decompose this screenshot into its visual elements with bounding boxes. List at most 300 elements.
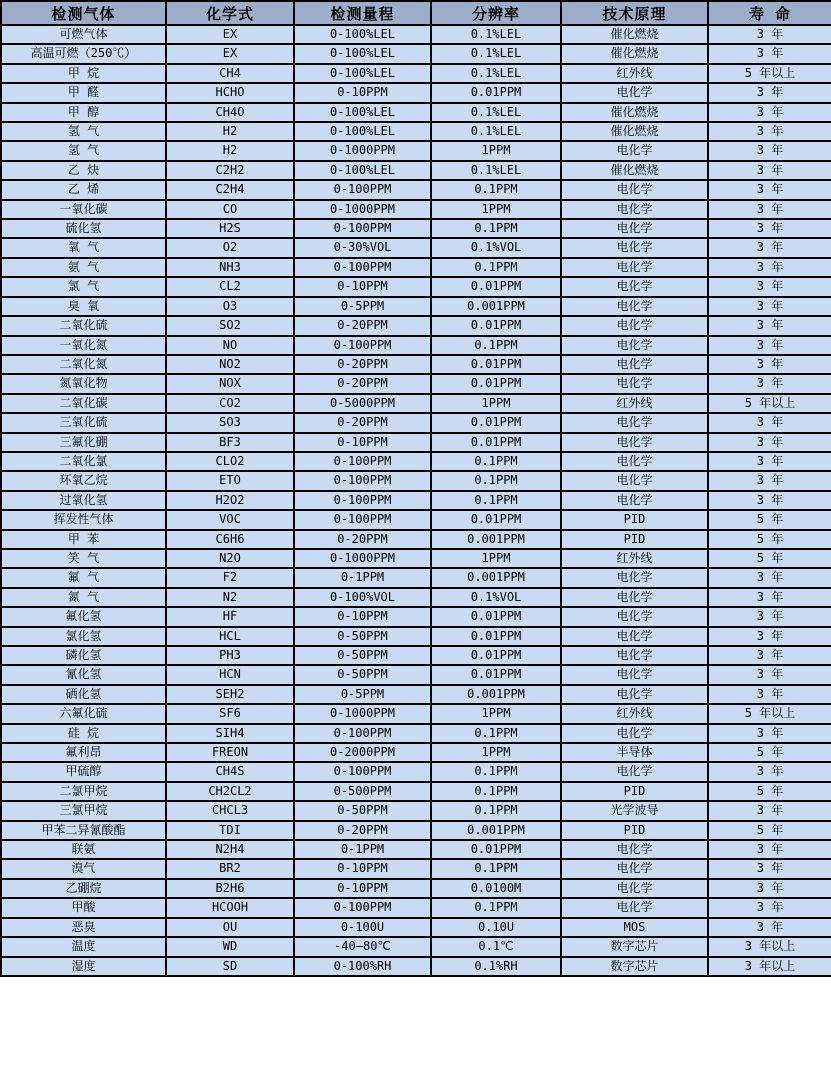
cell-lifespan: 3 年: [708, 355, 831, 374]
cell-gas: 温度: [1, 937, 166, 956]
cell-formula: OU: [166, 918, 294, 937]
cell-range: 0-5PPM: [294, 685, 431, 704]
cell-principle: MOS: [561, 918, 708, 937]
cell-lifespan: 3 年: [708, 297, 831, 316]
cell-range: 0-100%VOL: [294, 588, 431, 607]
cell-gas: 乙硼烷: [1, 879, 166, 898]
cell-formula: VOC: [166, 510, 294, 529]
cell-range: 0-100%LEL: [294, 103, 431, 122]
table-row: [1, 122, 831, 141]
cell-formula: SD: [166, 957, 294, 976]
table-row: [1, 568, 831, 587]
cell-range: 0-100PPM: [294, 724, 431, 743]
cell-principle: 电化学: [561, 374, 708, 393]
table-row: [1, 141, 831, 160]
cell-lifespan: 5 年: [708, 510, 831, 529]
cell-lifespan: 3 年: [708, 25, 831, 44]
cell-range: 0-1000PPM: [294, 141, 431, 160]
cell-principle: 电化学: [561, 724, 708, 743]
cell-formula: F2: [166, 568, 294, 587]
cell-gas: 硫化氢: [1, 219, 166, 238]
column-header-gas: 检测气体: [1, 1, 166, 25]
cell-range: 0-20PPM: [294, 374, 431, 393]
cell-formula: H2: [166, 141, 294, 160]
cell-formula: CH4O: [166, 103, 294, 122]
cell-lifespan: 5 年以上: [708, 394, 831, 413]
cell-resolution: 0.01PPM: [431, 627, 561, 646]
table-row: [1, 452, 831, 471]
table-row: [1, 724, 831, 743]
cell-gas: 氢 气: [1, 122, 166, 141]
cell-principle: PID: [561, 510, 708, 529]
cell-formula: BF3: [166, 433, 294, 452]
cell-resolution: 0.1%LEL: [431, 122, 561, 141]
cell-principle: 电化学: [561, 141, 708, 160]
cell-principle: 电化学: [561, 762, 708, 781]
cell-gas: 乙 烯: [1, 180, 166, 199]
cell-gas: 联氨: [1, 840, 166, 859]
cell-lifespan: 3 年: [708, 627, 831, 646]
cell-gas: 一氧化碳: [1, 200, 166, 219]
table-row: [1, 665, 831, 684]
cell-resolution: 0.1PPM: [431, 762, 561, 781]
cell-gas: 二氧化氮: [1, 355, 166, 374]
cell-principle: 电化学: [561, 879, 708, 898]
cell-range: 0-100PPM: [294, 258, 431, 277]
cell-lifespan: 3 年: [708, 859, 831, 878]
cell-formula: NH3: [166, 258, 294, 277]
cell-lifespan: 3 年: [708, 277, 831, 296]
cell-range: 0-5PPM: [294, 297, 431, 316]
cell-lifespan: 3 年: [708, 685, 831, 704]
cell-range: 0-20PPM: [294, 821, 431, 840]
cell-resolution: 0.1PPM: [431, 859, 561, 878]
cell-resolution: 0.0100M: [431, 879, 561, 898]
cell-range: 0-100PPM: [294, 219, 431, 238]
cell-resolution: 0.1PPM: [431, 452, 561, 471]
table-row: [1, 530, 831, 549]
cell-resolution: 0.1PPM: [431, 219, 561, 238]
table-row: [1, 549, 831, 568]
cell-principle: 电化学: [561, 665, 708, 684]
cell-lifespan: 3 年: [708, 879, 831, 898]
cell-gas: 磷化氢: [1, 646, 166, 665]
cell-lifespan: 3 年: [708, 665, 831, 684]
cell-resolution: 0.1PPM: [431, 491, 561, 510]
table-row: [1, 355, 831, 374]
cell-resolution: 0.01PPM: [431, 355, 561, 374]
table-row: [1, 336, 831, 355]
cell-formula: SEH2: [166, 685, 294, 704]
cell-resolution: 0.1%LEL: [431, 103, 561, 122]
cell-formula: N2O: [166, 549, 294, 568]
cell-lifespan: 5 年: [708, 782, 831, 801]
cell-lifespan: 3 年: [708, 413, 831, 432]
cell-gas: 氰化氢: [1, 665, 166, 684]
table-row: [1, 180, 831, 199]
table-row: [1, 510, 831, 529]
table-header: [1, 1, 831, 25]
cell-range: 0-10PPM: [294, 879, 431, 898]
cell-lifespan: 3 年: [708, 918, 831, 937]
cell-range: 0-20PPM: [294, 355, 431, 374]
cell-principle: 电化学: [561, 277, 708, 296]
cell-formula: HCL: [166, 627, 294, 646]
table-row: [1, 374, 831, 393]
table-row: [1, 588, 831, 607]
cell-resolution: 0.1PPM: [431, 801, 561, 820]
cell-resolution: 0.1PPM: [431, 898, 561, 917]
cell-resolution: 0.01PPM: [431, 665, 561, 684]
cell-principle: 红外线: [561, 704, 708, 723]
table-row: [1, 394, 831, 413]
cell-resolution: 0.1PPM: [431, 724, 561, 743]
cell-principle: 电化学: [561, 452, 708, 471]
cell-lifespan: 5 年: [708, 530, 831, 549]
cell-range: 0-50PPM: [294, 801, 431, 820]
cell-principle: 红外线: [561, 394, 708, 413]
table-row: [1, 801, 831, 820]
cell-lifespan: 3 年: [708, 646, 831, 665]
table-row: [1, 840, 831, 859]
cell-principle: 电化学: [561, 568, 708, 587]
cell-formula: NO2: [166, 355, 294, 374]
cell-formula: PH3: [166, 646, 294, 665]
cell-gas: 可燃气体: [1, 25, 166, 44]
cell-lifespan: 5 年以上: [708, 64, 831, 83]
cell-formula: CO: [166, 200, 294, 219]
cell-range: 0-1000PPM: [294, 704, 431, 723]
cell-gas: 氟化氢: [1, 607, 166, 626]
cell-lifespan: 3 年: [708, 83, 831, 102]
cell-principle: 催化燃烧: [561, 161, 708, 180]
cell-resolution: 0.01PPM: [431, 83, 561, 102]
cell-formula: SIH4: [166, 724, 294, 743]
cell-lifespan: 3 年: [708, 200, 831, 219]
cell-principle: 电化学: [561, 355, 708, 374]
cell-range: 0-100%LEL: [294, 161, 431, 180]
cell-range: 0-10PPM: [294, 433, 431, 452]
table-row: [1, 821, 831, 840]
cell-principle: 电化学: [561, 491, 708, 510]
cell-lifespan: 3 年: [708, 607, 831, 626]
cell-gas: 氧 气: [1, 238, 166, 257]
cell-gas: 甲硫醇: [1, 762, 166, 781]
cell-range: 0-2000PPM: [294, 743, 431, 762]
table-row: [1, 743, 831, 762]
table-row: [1, 782, 831, 801]
cell-principle: 电化学: [561, 859, 708, 878]
table-row: [1, 704, 831, 723]
cell-gas: 甲酸: [1, 898, 166, 917]
cell-resolution: 0.1%LEL: [431, 44, 561, 63]
cell-range: 0-100PPM: [294, 898, 431, 917]
cell-resolution: 0.1℃: [431, 937, 561, 956]
table-row: [1, 200, 831, 219]
cell-resolution: 0.01PPM: [431, 646, 561, 665]
cell-gas: 二氧化碳: [1, 394, 166, 413]
cell-range: 0-100PPM: [294, 471, 431, 490]
cell-resolution: 0.001PPM: [431, 568, 561, 587]
table-row: [1, 937, 831, 956]
cell-range: 0-10PPM: [294, 859, 431, 878]
cell-gas: 氢 气: [1, 141, 166, 160]
table-row: [1, 103, 831, 122]
cell-range: 0-100PPM: [294, 180, 431, 199]
cell-range: 0-100U: [294, 918, 431, 937]
cell-range: 0-30%VOL: [294, 238, 431, 257]
cell-resolution: 1PPM: [431, 743, 561, 762]
cell-formula: CO2: [166, 394, 294, 413]
cell-resolution: 0.1%VOL: [431, 238, 561, 257]
column-header-resolution: 分辨率: [431, 1, 561, 25]
table-row: [1, 646, 831, 665]
cell-lifespan: 3 年: [708, 471, 831, 490]
cell-gas: 过氧化氢: [1, 491, 166, 510]
column-header-principle: 技术原理: [561, 1, 708, 25]
table-row: [1, 918, 831, 937]
cell-range: 0-100PPM: [294, 762, 431, 781]
cell-formula: HCHO: [166, 83, 294, 102]
cell-resolution: 0.01PPM: [431, 374, 561, 393]
cell-range: 0-100PPM: [294, 491, 431, 510]
table-row: [1, 83, 831, 102]
cell-gas: 湿度: [1, 957, 166, 976]
cell-formula: N2: [166, 588, 294, 607]
cell-gas: 氟 气: [1, 568, 166, 587]
cell-principle: 红外线: [561, 64, 708, 83]
cell-principle: PID: [561, 821, 708, 840]
cell-range: 0-50PPM: [294, 665, 431, 684]
table-row: [1, 297, 831, 316]
cell-resolution: 0.1%LEL: [431, 25, 561, 44]
cell-principle: 电化学: [561, 200, 708, 219]
cell-resolution: 0.1%VOL: [431, 588, 561, 607]
cell-principle: 电化学: [561, 433, 708, 452]
cell-principle: 催化燃烧: [561, 122, 708, 141]
cell-gas: 氮氧化物: [1, 374, 166, 393]
cell-range: 0-5000PPM: [294, 394, 431, 413]
cell-lifespan: 5 年: [708, 549, 831, 568]
cell-lifespan: 3 年: [708, 103, 831, 122]
cell-formula: CL2: [166, 277, 294, 296]
table-row: [1, 859, 831, 878]
cell-resolution: 0.01PPM: [431, 277, 561, 296]
cell-resolution: 0.01PPM: [431, 413, 561, 432]
cell-resolution: 0.1PPM: [431, 258, 561, 277]
cell-formula: SO3: [166, 413, 294, 432]
cell-principle: 电化学: [561, 607, 708, 626]
cell-lifespan: 3 年以上: [708, 937, 831, 956]
cell-lifespan: 3 年: [708, 588, 831, 607]
cell-range: 0-1000PPM: [294, 200, 431, 219]
cell-lifespan: 3 年: [708, 44, 831, 63]
cell-gas: 六氟化硫: [1, 704, 166, 723]
table-row: [1, 64, 831, 83]
table-body: [1, 25, 831, 976]
cell-resolution: 0.001PPM: [431, 821, 561, 840]
cell-resolution: 0.001PPM: [431, 530, 561, 549]
cell-gas: 硒化氢: [1, 685, 166, 704]
cell-gas: 氮 气: [1, 588, 166, 607]
cell-principle: 电化学: [561, 898, 708, 917]
cell-resolution: 1PPM: [431, 200, 561, 219]
cell-formula: CLO2: [166, 452, 294, 471]
cell-gas: 二氯甲烷: [1, 782, 166, 801]
cell-formula: TDI: [166, 821, 294, 840]
cell-principle: PID: [561, 782, 708, 801]
cell-resolution: 0.1PPM: [431, 471, 561, 490]
cell-resolution: 0.1%LEL: [431, 161, 561, 180]
cell-principle: 电化学: [561, 336, 708, 355]
cell-lifespan: 3 年: [708, 374, 831, 393]
cell-range: 0-50PPM: [294, 646, 431, 665]
cell-principle: 半导体: [561, 743, 708, 762]
cell-gas: 乙 炔: [1, 161, 166, 180]
cell-lifespan: 5 年以上: [708, 704, 831, 723]
cell-formula: CH4S: [166, 762, 294, 781]
cell-formula: SF6: [166, 704, 294, 723]
table-row: [1, 762, 831, 781]
cell-gas: 恶臭: [1, 918, 166, 937]
cell-resolution: 0.10U: [431, 918, 561, 937]
cell-principle: 红外线: [561, 549, 708, 568]
cell-principle: 数字芯片: [561, 937, 708, 956]
cell-lifespan: 3 年: [708, 122, 831, 141]
cell-lifespan: 3 年: [708, 724, 831, 743]
cell-gas: 一氧化氮: [1, 336, 166, 355]
cell-formula: C6H6: [166, 530, 294, 549]
cell-range: 0-20PPM: [294, 413, 431, 432]
cell-gas: 甲 苯: [1, 530, 166, 549]
table-row: [1, 898, 831, 917]
cell-lifespan: 3 年: [708, 762, 831, 781]
cell-gas: 溴气: [1, 859, 166, 878]
cell-resolution: 1PPM: [431, 394, 561, 413]
cell-principle: 电化学: [561, 258, 708, 277]
cell-range: 0-50PPM: [294, 627, 431, 646]
cell-formula: H2O2: [166, 491, 294, 510]
cell-gas: 甲 烷: [1, 64, 166, 83]
cell-resolution: 1PPM: [431, 704, 561, 723]
cell-range: 0-1PPM: [294, 840, 431, 859]
cell-principle: 电化学: [561, 685, 708, 704]
cell-gas: 氟利昂: [1, 743, 166, 762]
cell-gas: 氯化氢: [1, 627, 166, 646]
cell-formula: C2H2: [166, 161, 294, 180]
table-row: [1, 685, 831, 704]
cell-principle: 光学波导: [561, 801, 708, 820]
cell-gas: 甲 醇: [1, 103, 166, 122]
cell-formula: O2: [166, 238, 294, 257]
cell-lifespan: 3 年: [708, 801, 831, 820]
cell-formula: CH4: [166, 64, 294, 83]
cell-formula: H2S: [166, 219, 294, 238]
cell-range: 0-100PPM: [294, 336, 431, 355]
table-row: [1, 957, 831, 976]
cell-gas: 挥发性气体: [1, 510, 166, 529]
cell-formula: WD: [166, 937, 294, 956]
cell-gas: 笑 气: [1, 549, 166, 568]
cell-formula: B2H6: [166, 879, 294, 898]
cell-gas: 环氧乙烷: [1, 471, 166, 490]
cell-resolution: 0.1PPM: [431, 782, 561, 801]
cell-principle: 电化学: [561, 219, 708, 238]
cell-formula: ETO: [166, 471, 294, 490]
cell-lifespan: 3 年: [708, 840, 831, 859]
cell-formula: NO: [166, 336, 294, 355]
cell-resolution: 0.001PPM: [431, 297, 561, 316]
cell-principle: 电化学: [561, 471, 708, 490]
cell-principle: PID: [561, 530, 708, 549]
cell-range: 0-1PPM: [294, 568, 431, 587]
cell-formula: C2H4: [166, 180, 294, 199]
cell-principle: 数字芯片: [561, 957, 708, 976]
cell-resolution: 0.1PPM: [431, 180, 561, 199]
table-row: [1, 627, 831, 646]
cell-resolution: 0.1%RH: [431, 957, 561, 976]
cell-range: 0-10PPM: [294, 277, 431, 296]
cell-range: 0-100PPM: [294, 452, 431, 471]
cell-gas: 硅 烷: [1, 724, 166, 743]
cell-formula: BR2: [166, 859, 294, 878]
table-row: [1, 44, 831, 63]
cell-range: 0-100%LEL: [294, 25, 431, 44]
cell-principle: 电化学: [561, 180, 708, 199]
cell-formula: SO2: [166, 316, 294, 335]
cell-range: 0-100PPM: [294, 510, 431, 529]
table-row: [1, 277, 831, 296]
cell-range: 0-1000PPM: [294, 549, 431, 568]
cell-lifespan: 3 年: [708, 180, 831, 199]
cell-range: 0-20PPM: [294, 530, 431, 549]
cell-lifespan: 3 年: [708, 161, 831, 180]
table-row: [1, 413, 831, 432]
cell-resolution: 1PPM: [431, 549, 561, 568]
cell-principle: 催化燃烧: [561, 44, 708, 63]
cell-gas: 甲 醛: [1, 83, 166, 102]
cell-formula: EX: [166, 44, 294, 63]
cell-lifespan: 3 年: [708, 238, 831, 257]
cell-principle: 催化燃烧: [561, 25, 708, 44]
cell-formula: CHCL3: [166, 801, 294, 820]
table-row: [1, 491, 831, 510]
cell-range: 0-500PPM: [294, 782, 431, 801]
cell-range: 0-100%RH: [294, 957, 431, 976]
cell-formula: NOX: [166, 374, 294, 393]
cell-formula: O3: [166, 297, 294, 316]
cell-lifespan: 3 年: [708, 898, 831, 917]
cell-lifespan: 3 年: [708, 568, 831, 587]
cell-resolution: 0.1PPM: [431, 336, 561, 355]
cell-resolution: 0.01PPM: [431, 607, 561, 626]
cell-principle: 电化学: [561, 83, 708, 102]
cell-formula: HF: [166, 607, 294, 626]
table-row: [1, 258, 831, 277]
cell-gas: 二氧化硫: [1, 316, 166, 335]
cell-lifespan: 3 年: [708, 452, 831, 471]
cell-lifespan: 3 年: [708, 141, 831, 160]
column-header-lifespan: 寿 命: [708, 1, 831, 25]
cell-range: 0-10PPM: [294, 607, 431, 626]
cell-lifespan: 3 年: [708, 258, 831, 277]
cell-formula: HCOOH: [166, 898, 294, 917]
cell-lifespan: 3 年以上: [708, 957, 831, 976]
cell-lifespan: 3 年: [708, 433, 831, 452]
cell-range: 0-20PPM: [294, 316, 431, 335]
cell-principle: 电化学: [561, 627, 708, 646]
cell-range: 0-100%LEL: [294, 64, 431, 83]
